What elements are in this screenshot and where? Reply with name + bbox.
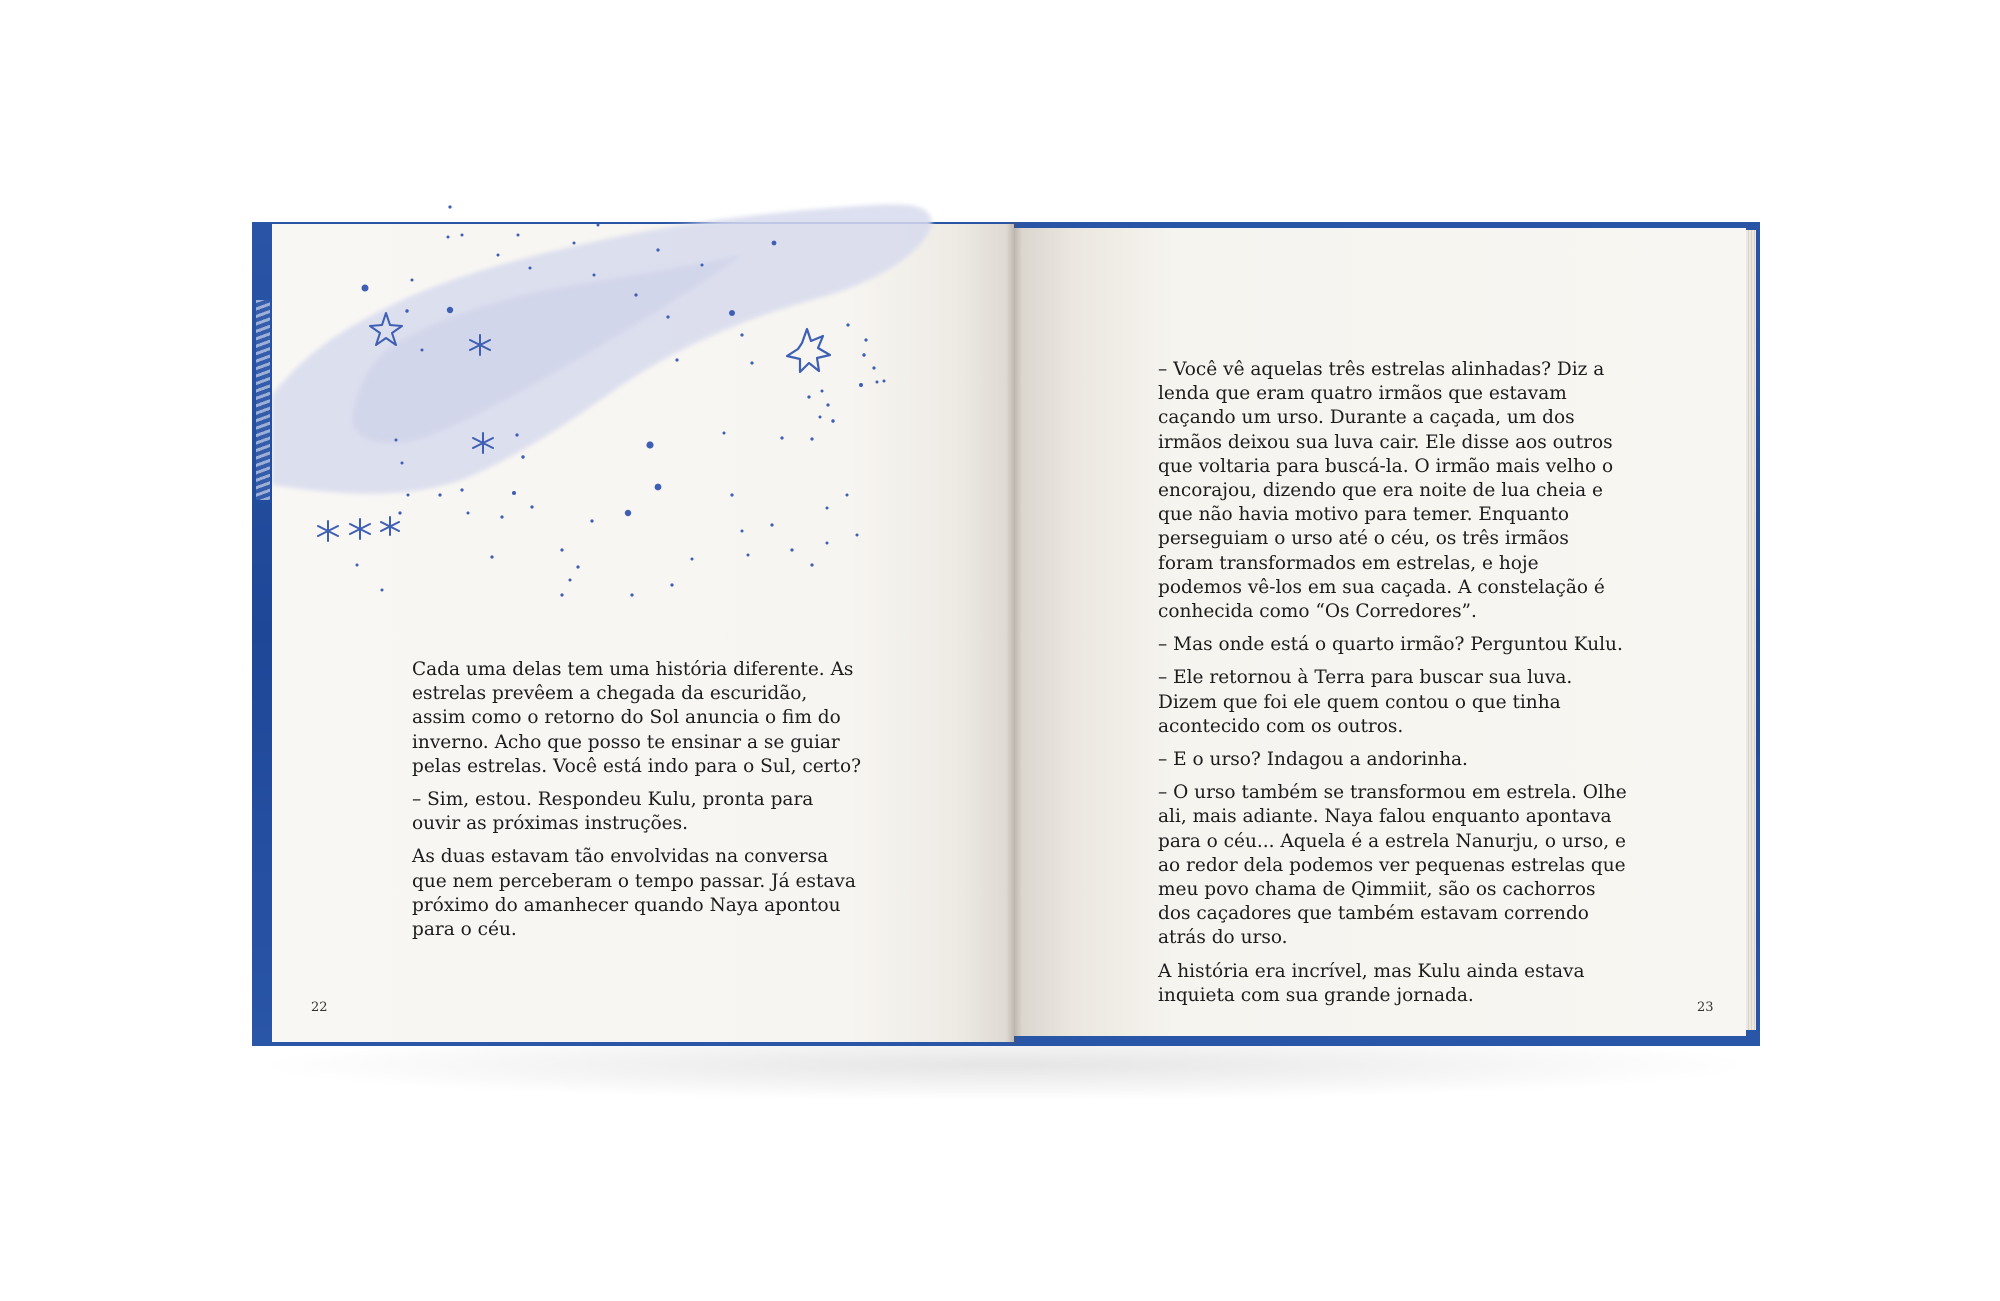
page-number-left: 22 [311, 1000, 328, 1015]
paragraph: – Sim, estou. Respondeu Kulu, pronta para ouvir as próximas instruções. [412, 789, 814, 835]
book-gutter [1006, 222, 1022, 1044]
right-page-text [1158, 358, 1628, 1017]
page-stack-edge [1746, 230, 1756, 1030]
paragraph: – Ele retornou à Terra para buscar sua luva. Dizem que foi ele quem contou o que tinha acontecido com os outros. [1158, 667, 1573, 737]
watercolor-cloud [272, 204, 932, 493]
page-number-right: 23 [1697, 1000, 1714, 1015]
paragraph: – E o urso? Indagou a andorinha. [1158, 749, 1468, 771]
left-page-text [412, 658, 864, 951]
paragraph: As duas estavam tão envolvidas na conversa que nem perceberam o tempo passar. Já estava próximo do amanhecer quando Naya apontou para o céu. [412, 846, 856, 941]
night-sky-illustration [272, 195, 972, 615]
paragraph: Cada uma delas tem uma história diferente. As estrelas prevêem a chegada da escuridão, assim como o retorno do Sol anuncia o fim do inverno. Acho que posso te ensinar a se guiar pelas estrelas. Você está indo para o Sul, certo? [412, 659, 862, 777]
cover-edge-pattern [256, 300, 270, 500]
paragraph: – Mas onde está o quarto irmão? Perguntou Kulu. [1158, 634, 1623, 656]
paragraph: – Você vê aquelas três estrelas alinhadas? Diz a lenda que eram quatro irmãos que estavam caçando um urso. Durante a caçada, um dos irmãos deixou sua luva cair. Ele disse aos outros que voltaria para buscá-la. O irmão mais velho o encorajou, dizendo que era noite de lua cheia e que não havia motivo para temer. Enquanto perseguiam o urso até o céu, os três irmãos foram transformados em estrelas, e hoje podemos vê-los em sua caçada. A constelação é conhecida como “Os Corredores”. [1158, 359, 1614, 623]
paragraph: – O urso também se transformou em estrela. Olhe ali, mais adiante. Naya falou enquanto apontava para o céu... Aquela é a estrela Nanurju, o urso, e ao redor dela podemos ver pequenas estrelas que meu povo chama de Qimmiit, são os cachorros dos caçadores que também estavam correndo atrás do urso. [1158, 782, 1627, 949]
paragraph: A história era incrível, mas Kulu ainda estava inquieta com sua grande jornada. [1158, 960, 1585, 1006]
star-icon [787, 329, 830, 372]
